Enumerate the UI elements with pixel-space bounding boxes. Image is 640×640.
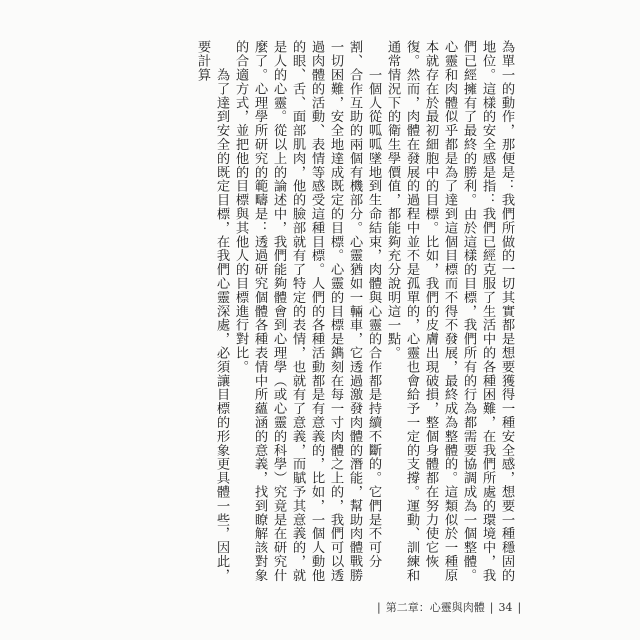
paragraph-2: 一個人從呱呱墜地到生命結束，肉體與心靈的合作都是持續不斷的。它們是不可分割、合作互助的兩個有機部分。心靈猶如一輛車，它透過激發肉體的潛能，幫助肉體戰勝一切困難，安全地達成既定的目標。心靈的目標是鐫刻在每一寸肉體之上的，我們可以透過肉體的活動、表情等感受這種目標。人們的各種活動都是有意義的，比如，一個人動他的眼、舌、面部肌肉，他的臉部就有了特定的表情，也就有了意義，而賦予其意義的，就是人的心靈。從以上的論述中，我們能夠體會到心理學（或心靈的科學）究竟是在研究什麼了。心理學所研究的範疇是：透過研究個體各種表情中所蘊涵的意義，找到瞭解該對象的合適方式，並把他的目標與其他人的目標進行對比。 — [233, 40, 381, 583]
chapter-title: 第二章：心靈與肉體 — [385, 601, 485, 614]
footer-separator-middle: | — [489, 601, 494, 614]
footer-separator-left: | — [377, 601, 381, 614]
page-number: 34 — [498, 601, 513, 614]
paragraph-1: 為單一的動作，那便是：我們所做的一切其實都是想要獲得一種安全感，想要一種穩固的地位。這樣的安全感是指：我們已經克服了生活中的各種困難，在我們所處的環境中，我們已經擁有了最終的勝利。由於這樣的目標，我們所有的行為都需要協調成為一個整體。心靈和肉體似乎都是為了達到這個目標而不得不發展，最終成為整體的。這類似於一種原本就存在於最初細胞中的目標。比如，我們的皮膚出現破損，整個身體都在努力使它恢復。然而，肉體在發展的過程中並不是孤單的，心靈也會給予一定的支撐。運動、訓練和通常情況下的衛生學價值，都能夠充分說明這一點。 — [385, 40, 514, 583]
paragraph-3: 為了達到安全的既定目標，在我們心靈深處，必須讓目標的形象更具體一些，因此，要計算 — [195, 40, 229, 583]
running-footer — [372, 598, 522, 618]
footer-separator-right: | — [517, 601, 522, 614]
body-text — [136, 40, 516, 588]
